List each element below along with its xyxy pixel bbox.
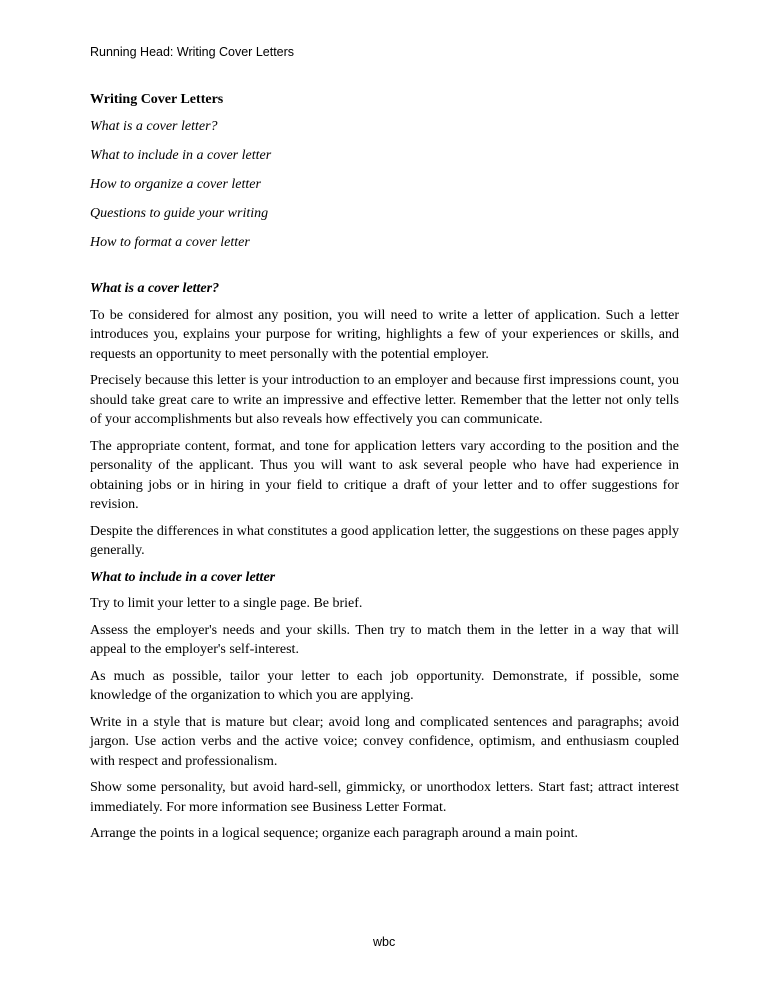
paragraph: Write in a style that is mature but clear; avoid long and complicated sentences and paragraphs; avoid jargon. Use action verbs and the active voice; convey confidence, optimism, and enthusiasm coupled with respect and professionalism.	[90, 714, 679, 769]
document-page	[90, 0, 679, 994]
paragraph: To be considered for almost any position, you will need to write a letter of application. Such a letter introduces you, explains your purpose for writing, highlights a few of your experiences or skills, and requests an opportunity to meet personally with the potential employer.	[90, 307, 679, 362]
section-heading-what-to-include: What to include in a cover letter	[90, 569, 276, 585]
toc-item: What is a cover letter?	[90, 118, 218, 134]
paragraph: Despite the differences in what constitutes a good application letter, the suggestions on these pages apply generally.	[90, 523, 679, 558]
paragraph: Try to limit your letter to a single page. Be brief.	[90, 596, 363, 611]
paragraph: Assess the employer's needs and your skills. Then try to match them in the letter in a way that will appeal to the employer's self-interest.	[90, 622, 679, 657]
paragraph: The appropriate content, format, and tone for application letters vary according to the position and the personality of the applicant. Thus you will want to ask several people who have had experience in obtaining jobs or in hiring in your field to critique a draft of your letter and to offer suggestions for revision.	[90, 438, 679, 512]
table-of-contents	[90, 117, 679, 253]
paragraph: Show some personality, but avoid hard-sell, gimmicky, or unorthodox letters. Start fast; attract interest immediately. For more information see Business Letter Format.	[90, 780, 679, 815]
toc-item: How to format a cover letter	[90, 234, 250, 250]
paragraph: Arrange the points in a logical sequence; organize each paragraph around a main point.	[90, 826, 578, 841]
toc-item: What to include in a cover letter	[90, 147, 272, 163]
section-heading-what-is: What is a cover letter?	[90, 281, 220, 296]
document-body	[90, 90, 679, 851]
document-title: Writing Cover Letters	[90, 92, 224, 107]
paragraph: Precisely because this letter is your introduction to an employer and because first impressions count, you should take great care to write an impressive and effective letter. Remember that the letter not only tells of your accomplishments but also reveals how effectively you can communicate.	[90, 373, 679, 427]
paragraph: As much as possible, tailor your letter to each job opportunity. Demonstrate, if possible, some knowledge of the organization to which you are applying.	[90, 668, 679, 703]
toc-item: Questions to guide your writing	[90, 205, 269, 221]
running-head: Running Head: Writing Cover Letters	[90, 45, 295, 59]
page-footer: wbc	[373, 935, 396, 949]
toc-item: How to organize a cover letter	[90, 176, 261, 192]
